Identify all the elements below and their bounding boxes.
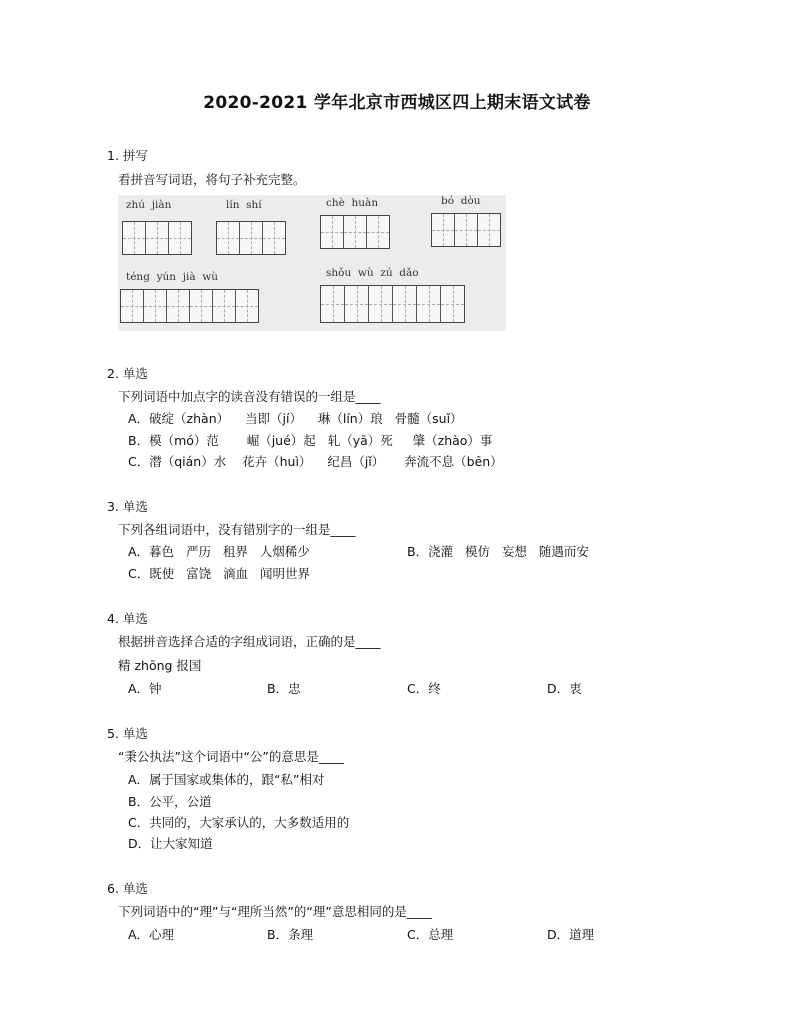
character-boxes[interactable] (122, 221, 192, 255)
question-6-header: 6. 单选 (107, 881, 148, 896)
question-3-header: 3. 单选 (107, 499, 148, 514)
option-c[interactable]: C．共同的，大家承认的，大多数适用的 (128, 815, 350, 830)
page-title: 2020-2021 学年北京市西城区四上期末语文试卷 (203, 93, 591, 113)
option-b[interactable]: B．浇灌 模仿 妄想 随遇而安 (407, 544, 589, 559)
option-a[interactable]: A．破绽（zhàn） 当即（jí） 琳（lín）琅 骨髓（suǐ） (128, 411, 463, 426)
option-a[interactable]: A．属于国家或集体的，跟“私”相对 (128, 772, 325, 787)
question-5-header: 5. 单选 (107, 726, 148, 741)
question-3-stem: 下列各组词语中，没有错别字的一组是____ (118, 522, 356, 537)
question-1-prompt: 看拼音写词语，将句子补充完整。 (118, 172, 306, 187)
character-boxes[interactable] (431, 213, 501, 247)
option-d[interactable]: D．道理 (547, 927, 595, 942)
option-a[interactable]: A．心理 (128, 927, 175, 942)
pinyin-label: shǒu wù zú dǎo (326, 267, 419, 279)
character-boxes[interactable] (216, 221, 286, 255)
question-5-stem: “秉公执法”这个词语中“公”的意思是____ (118, 749, 344, 764)
option-b[interactable]: B．模（mó）范 崛（jué）起 轧（yā）死 肇（zhào）事 (128, 433, 493, 448)
character-boxes[interactable] (320, 215, 390, 249)
option-c[interactable]: C．潜（qián）水 花卉（huì） 纪昌（jǐ） 奔流不息（bēn） (128, 454, 503, 469)
question-2-stem: 下列词语中加点字的读音没有错误的一组是____ (118, 389, 381, 404)
option-d[interactable]: D．衷 (547, 681, 582, 696)
question-4-header: 4. 单选 (107, 611, 148, 626)
option-c[interactable]: C．既使 富饶 滴血 闻明世界 (128, 566, 310, 581)
option-b[interactable]: B．公平，公道 (128, 794, 212, 809)
pinyin-writing-grid (118, 195, 506, 331)
question-4-pinyin-prompt: 精 zhōng 报国 (118, 658, 202, 673)
question-4-stem: 根据拼音选择合适的字组成词语，正确的是____ (118, 634, 381, 649)
question-2-header: 2. 单选 (107, 366, 148, 381)
option-b[interactable]: B．忠 (267, 681, 301, 696)
option-a[interactable]: A．暮色 严历 租界 人烟稀少 (128, 544, 310, 559)
pinyin-label: zhú jiàn (126, 199, 172, 211)
option-c[interactable]: C．总理 (407, 927, 454, 942)
pinyin-label: téng yún jià wù (126, 271, 219, 283)
question-1-header: 1. 拼写 (107, 148, 148, 163)
character-boxes[interactable] (120, 289, 259, 323)
option-a[interactable]: A．钟 (128, 681, 162, 696)
question-6-stem: 下列词语中的“理”与“理所当然”的“理”意思相同的是____ (118, 904, 432, 919)
option-d[interactable]: D．让大家知道 (128, 836, 213, 851)
option-b[interactable]: B．条理 (267, 927, 314, 942)
pinyin-label: chè huàn (326, 197, 379, 209)
option-c[interactable]: C．终 (407, 681, 441, 696)
pinyin-label: bó dòu (441, 195, 481, 207)
pinyin-label: lín shí (226, 199, 262, 211)
character-boxes[interactable] (320, 285, 465, 323)
